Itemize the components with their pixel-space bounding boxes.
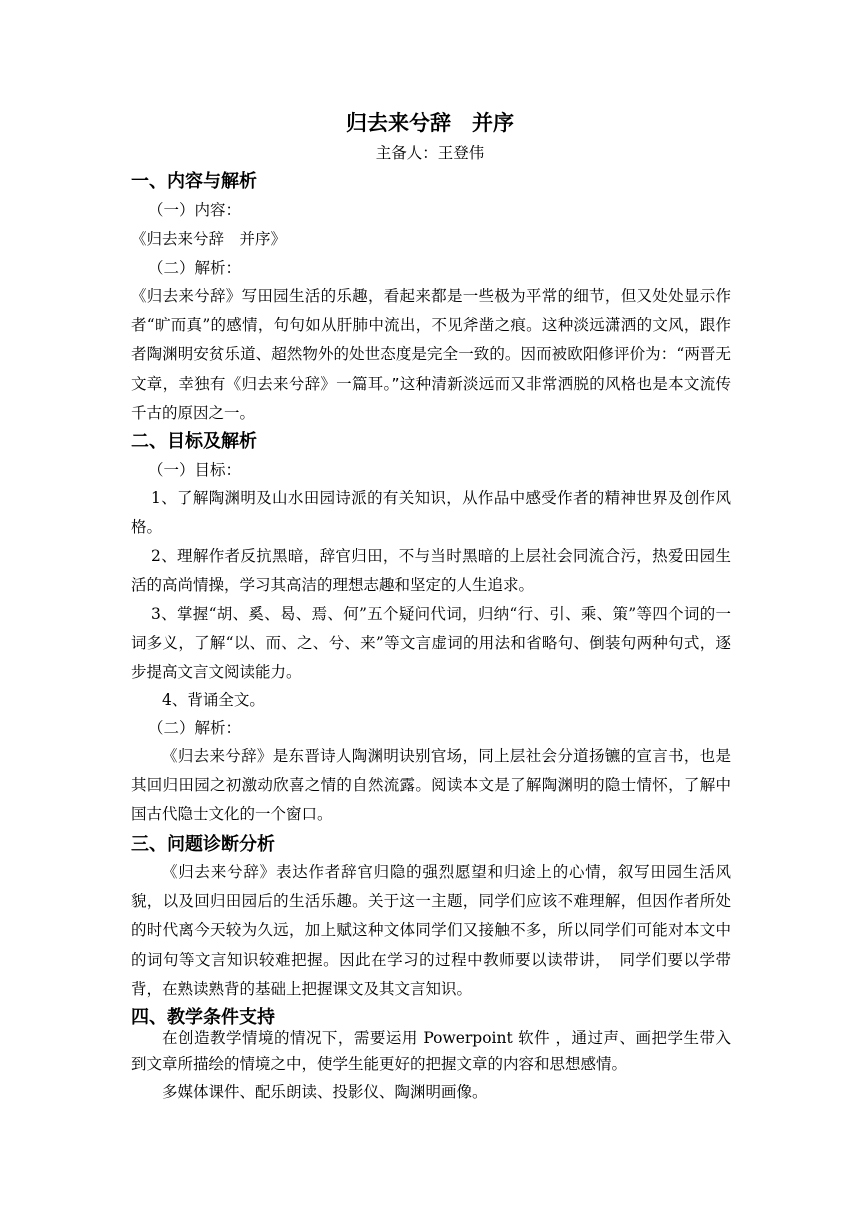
- goal-item-4: 4、背诵全文。: [162, 691, 265, 709]
- goal-item-2: 2、理解作者反抗黑暗，辞官归田，不与当时黑暗的上层社会同流合污，热爱田园生活的高尚情操，学习其高洁的理想志趣和坚定的人生追求。: [131, 547, 731, 595]
- author-line: 主备人：王登伟: [375, 144, 485, 162]
- goal-item-1: 1、了解陶渊明及山水田园诗派的有关知识，从作品中感受作者的精神世界及创作风格。: [131, 489, 731, 537]
- section-heading-diagnosis: 三、问题诊断分析: [131, 834, 275, 855]
- section-heading-goals: 二、目标及解析: [131, 431, 257, 452]
- content-label: （一）内容：: [148, 201, 242, 219]
- content-text: 《归去来兮辞 并序》: [131, 230, 287, 248]
- section-heading-content: 一、内容与解析: [131, 171, 257, 192]
- analysis-text-part2: 《归去来兮辞》一篇耳。”这种清新淡远而又非常洒脱的风格也是本文流传千古的原因之一。: [131, 374, 731, 422]
- diagnosis-text: 《归去来兮辞》表达作者辞官归隐的强烈愿望和归途上的心情，叙写田园生活风貌，以及回归田园后的生活乐趣。关于这一主题，同学们应该不难理解，但因作者所处的时代离今天较为久远，加上赋这种文体同学们又接触不多，所以同学们可能对本文中的词句等文言知识较难把握。因此在学习的过程中教师要以读带讲， 同学们要以学带背，在熟读熟背的基础上把握课文及其文言知识。: [131, 863, 731, 998]
- goal-analysis-label: （二）解析：: [148, 719, 242, 737]
- analysis-label: （二）解析：: [148, 259, 242, 277]
- document-title: 归去来兮辞 并序: [346, 111, 514, 135]
- analysis-paragraph: [131, 282, 731, 428]
- conditions-text-1: 在创造教学情境的情况下，需要运用 Powerpoint 软件 ，通过声、画把学生带入到文章所描绘的情境之中，使学生能更好的把握文章的内容和思想感情。: [131, 1029, 731, 1073]
- goal-analysis-text: 《归去来兮辞》是东晋诗人陶渊明诀别官场，同上层社会分道扬镳的宣言书，也是其回归田园之初激动欣喜之情的自然流露。阅读本文是了解陶渊明的隐士情怀，了解中国古代隐士文化的一个窗口。: [131, 747, 731, 824]
- goal-label: （一）目标：: [148, 461, 242, 479]
- analysis-text-part1: 《归去来兮辞》写田园生活的乐趣，看起来都是一些极为平常的细节，但又处处显示作者“旷而真”的感情，句句如从肝肺中流出，不见斧凿之痕。这种淡远潇洒的文风，跟作者陶渊明安贫乐道、超然物外的处世态度是完全一致的。因而被欧阳修评价为：“两晋无文章，幸独有: [131, 287, 731, 393]
- goal-item-3: 3、掌握“胡、奚、曷、焉、何”五个疑问代词，归纳“行、引、乘、策”等四个词的一词多义，了解“以、而、之、兮、来”等文言虚词的用法和省略句、倒装句两种句式，逐步提高文言文阅读能力。: [131, 605, 731, 682]
- conditions-text-2: 多媒体课件、配乐朗读、投影仪、陶渊明画像。: [162, 1083, 488, 1101]
- section-heading-conditions: 四、教学条件支持: [131, 1007, 275, 1028]
